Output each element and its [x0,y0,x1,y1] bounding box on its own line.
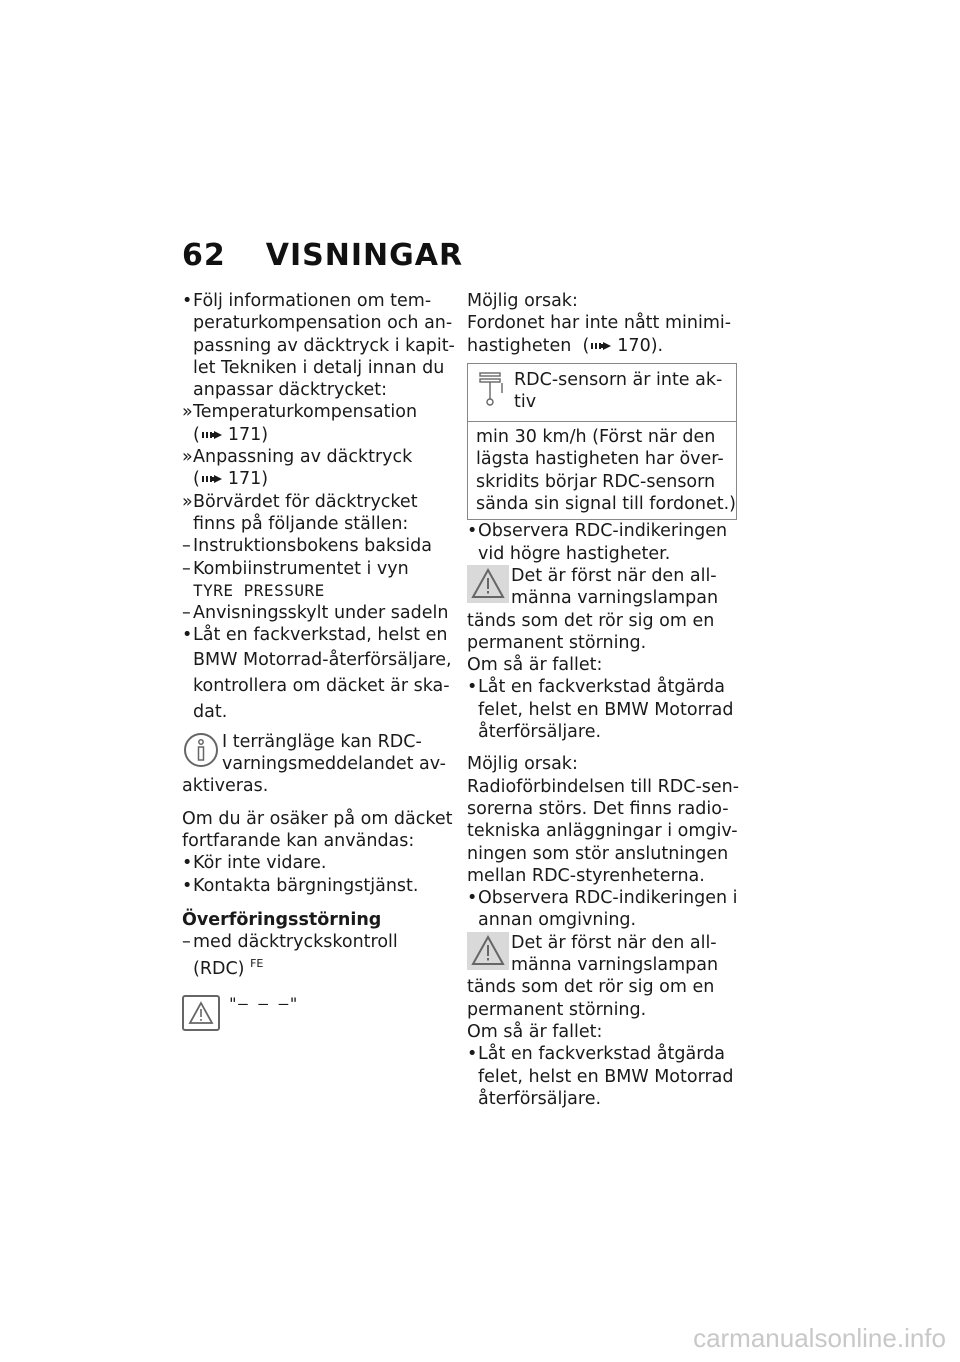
display-warning-icon [182,993,222,1033]
bullet-dot: • [182,853,193,874]
bullet-dot: • [182,875,193,896]
dash-item: – Anvisningsskylt under sadeln [182,603,449,624]
list-item: • Följ informationen om tem- peraturkompensation och an- passning av däcktryck i kapit- let Tekniken i detalj innan du anpassar däcktrycket: [182,291,455,401]
page-number: 62 [182,238,226,273]
info-icon [182,731,220,769]
display-warning-note: "– – –" [182,993,450,1033]
tire-pressure-icon [476,369,506,409]
info-note: I terrängläge kan RDC- varningsmeddelandet av- [182,731,450,776]
list-item: • Kör inte vidare. [182,853,327,874]
page-heading [182,238,463,273]
list-item: • Låt en fackverkstad åtgärda felet, helst en BMW Motorrad återförsäljare. [467,677,734,743]
warning-note: Det är först när den all- männa varningslampan [467,932,739,977]
dash-item: – Instruktionsbokens baksida [182,536,432,557]
left-column: • Följ informationen om tem- peraturkompensation och an- passning av däcktryck i kapit- let Tekniken i detalj innan du anpassar däcktrycket: » Temperaturkompensation ( 171) » Anpassning av däcktryck ( 171) » Börvärdet för däcktrycket finns på följande ställen: – Instruktionsbokens baksida – Kombiinstrumentet i vyn TYRE PRESSURE – Anvisningsskylt under sadeln • Låt en fackverkstad, helst en BMW Motorrad-återförsäljare, kontrollera om däcket är ska- dat. I terrängläge kan RDC- varningsmeddelandet av- aktiveras. Om du är osäker på om däcket fortfarande kan användas: • Kör inte vidare. • Kontakta bärgningstjänst. Överföringsstörning – med däcktryckskontroll (RDC) $^{FE}$ "– – –" [182,290,450,1033]
watermark: carmanualsonline.info [693,1323,946,1353]
display-text-tyre-pressure: TYRE PRESSURE [193,580,325,600]
warning-triangle-icon [467,932,509,970]
page-reference-arrow-icon[interactable] [202,429,226,441]
right-column: Möjlig orsak: Fordonet har inte nått minimi- hastigheten ( 170). RDC-sensorn är inte ak- tiv min 30 km/h (Först när den lägsta hastigheten har över- skridits börjar RDC-sensorn sända sin signal till fordonet.) • Observera RDC-indikeringen vid högre hastigheter. Det är först när den all- männa varningslampan tänds som det rör sig om en permanent störning. Om så är fallet: • Låt en fackverkstad åtgärda felet, helst en BMW Motorrad återförsäljare. Möjlig orsak: Radioförbindelsen till RDC-sen- sorerna störs. Det finns radio- tekniska anläggningar i omgiv- ningen som stör anslutningen mellan RDC-styrenheterna. • Observera RDC-indikeringen i annan omgivning. Det är först när den all- männa varningslampan tänds som det rör sig om en permanent störning. Om så är fallet: • Låt en fackverkstad åtgärda felet, helst en BMW Motorrad återförsäljare. [467,291,740,1109]
dash-item: – Kombiinstrumentet i vyn [182,558,409,579]
bullet-dot: • [467,888,478,909]
warning-triangle-icon [467,565,509,603]
section-title: Överföringsstörning [182,909,382,930]
bullet-dot: • [182,625,193,646]
bullet-dot: • [467,521,478,542]
page-reference-arrow-icon[interactable] [591,340,615,352]
list-item: • Observera RDC-indikeringen vid högre hastigheter. [467,521,728,564]
list-item: • Låt en fackverkstad åtgärda felet, helst en BMW Motorrad återförsäljare. [467,1044,734,1109]
reference-item: » Anpassning av däcktryck ( 171) [182,447,413,490]
list-item: • Låt en fackverkstad, helst en BMW Motorrad-återförsäljare, kontrollera om däcket är ska- dat. [182,624,450,724]
bullet-dot: • [182,291,193,311]
reference-item: » Börvärdet för däcktrycket finns på följande ställen: [182,491,418,534]
page-reference-arrow-icon[interactable] [202,473,226,485]
rdc-info-table [467,363,737,520]
list-item: • Kontakta bärgningstjänst. [182,875,419,896]
bullet-dot: • [467,1044,478,1065]
table-row: min 30 km/h (Först när den lägsta hastigheten har över- skridits börjar RDC-sensorn sända sin signal till fordonet.) [476,427,736,515]
bullet-dot: • [467,677,478,698]
dash-item: – med däcktryckskontroll (RDC) $^{FE}$ [182,932,398,980]
page-title: VISNINGAR [265,238,464,273]
list-item: • Observera RDC-indikeringen i annan omgivning. [467,888,738,931]
table-row: RDC-sensorn är inte ak- tiv [468,364,736,422]
reference-item: » Temperaturkompensation ( 171) [182,402,418,445]
warning-note: Det är först när den all- männa varningslampan [467,565,739,610]
